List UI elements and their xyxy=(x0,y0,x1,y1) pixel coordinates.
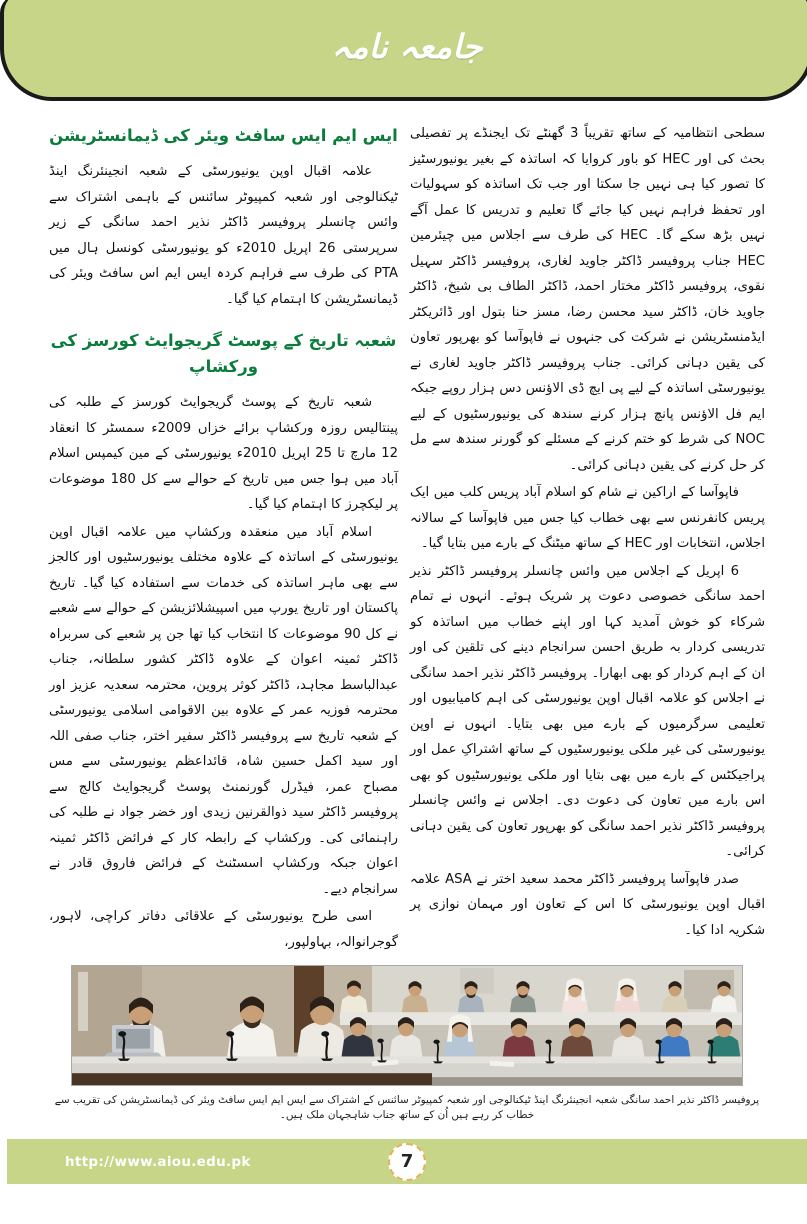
masthead-band xyxy=(0,0,807,101)
footer-band xyxy=(7,1139,807,1184)
article-columns xyxy=(7,101,807,955)
page-number: 7 xyxy=(400,1151,414,1172)
website-url: http://www.aiou.edu.pk xyxy=(65,1153,251,1170)
newsletter-title: جامعہ نامہ xyxy=(331,26,483,66)
group-photo xyxy=(71,965,743,1086)
article-paragraph: 6 اپریل کے اجلاس میں وائس چانسلر پروفیسر ڈاکٹر نذیر احمد سانگی خصوصی دعوت پر شریک ہوئے۔ انہوں نے تمام شرکاء کو خوش آمدید کہا اور اپنے خطاب میں اساتذہ کو تدریسی کردار بہ طریق احسن سرانجام دینے کی تلقین کی اور ان کے اہم کردار کو بھی ابھارا۔ پروفیسر ڈاکٹر نذیر احمد سانگی نے اجلاس کو علامہ اقبال اوپن یونیورسٹی کی اہم کامیابیوں اور تعلیمی سرگرمیوں کے بارے میں بھی بتایا۔ انہوں نے اوپن یونیورسٹی کی غیر ملکی یونیورسٹیوں کے ساتھ اشتراکِ عمل اور پراجیکٹس کے بارے میں بھی بتایا اور ملکی یونیورسٹیوں کو بھی اس بارے میں تعاون کی دعوت دی۔ اجلاس نے وائس چانسلر پروفیسر ڈاکٹر نذیر احمد سانگی کو بھرپور تعاون کی یقین دہانی کرائی۔ xyxy=(410,563,765,859)
article-heading-sms-demo: ایس ایم ایس سافٹ ویئر کی ڈیمانسٹریشن xyxy=(49,126,398,145)
article-paragraph: اسلام آباد میں منعقدہ ورکشاپ میں علامہ اقبال اوپن یونیورسٹی کے اساتذہ کے علاوہ مختلف یونیورسٹیوں اور کالجز سے بھی ماہر اساتذہ کی خدمات سے استفادہ کیا گیا۔ تاریخ پاکستان اور تاریخ یورپ میں اسپیشلائزیشن کے حوالے سے شعبے نے کل 90 موضوعات کا انتخاب کیا تھا جن پر شعبے کی سربراہ ڈاکٹر ثمینہ اعوان کے علاوہ ڈاکٹر کشور سلطانہ، جناب عبدالباسط مجاہد، ڈاکٹر کوثر پروین، محترمہ سعدیہ عزیز اور محترمہ فوزیہ عمر کے علاوہ بین الاقوامی اسلامی یونیورسٹی کے شعبہ تاریخ سے پروفیسر ڈاکٹر سفیر اختر، جناب صفی اللہ اور سید اکمل حسین شاہ، قائداعظم یونیورسٹی سے مس مصباح عمر، فیڈرل گورنمنٹ پوسٹ گریجوایٹ کالج سے پروفیسر ڈاکٹر سید ذوالقرنین زیدی اور خضر جواد نے طلبہ کی راہنمائی کی۔ ورکشاپ کے رابطہ کار کے فرائض ڈاکٹر ثمینہ اعوان جبکہ ورکشاپ اسسٹنٹ کے فرائض فاروق قادر نے سرانجام دیے۔ xyxy=(49,524,399,897)
article-paragraph: صدر فاپوآسا پروفیسر ڈاکٹر محمد سعید اختر نے ASA علامہ اقبال اوپن یونیورسٹی کا اس کے تعاون اور مہمان نوازی پر شکریہ ادا کیا۔ xyxy=(410,871,765,938)
left-column xyxy=(49,121,398,955)
photo-caption: پروفیسر ڈاکٹر نذیر احمد سانگی شعبہ انجینئرنگ اینڈ ٹیکنالوجی اور شعبہ کمپیوٹر سائنس کے اشتراک سے ایس ایم ایس سافٹ ویئر کی ڈیمانسٹریشن کی تقریب سے خطاب کر رہے ہیں اُن کے ساتھ جناب شاہجہان ملک ہیں۔ xyxy=(54,1094,760,1121)
page-number-badge xyxy=(388,1143,426,1181)
article-paragraph: علامہ اقبال اوپن یونیورسٹی کے شعبہ انجینئرنگ اینڈ ٹیکنالوجی اور شعبہ کمپیوٹر سائنس کے باہمی اشتراک سے وائس چانسلر پروفیسر ڈاکٹر نذیر احمد سانگی کے زیر سرپرستی 26 اپریل 2010ء کو یونیورسٹی کونسل ہال میں PTA کی طرف سے فراہم کردہ ایس ایم اس سافٹ ویئر کی ڈیمانسٹریشن کا اہتمام کیا گیا۔ xyxy=(49,164,399,307)
article-paragraph: فاپوآسا کے اراکین نے شام کو اسلام آباد پریس کلب میں ایک پریس کانفرنس سے بھی خطاب کیا جس میں فاپوآسا کے سالانہ اجلاس، انتخابات اور HEC کے ساتھ میٹنگ کے بارے میں بتایا گیا۔ xyxy=(410,485,765,551)
bottom-margin xyxy=(7,1184,807,1219)
article-paragraph: شعبہ تاریخ کے پوسٹ گریجوایٹ کورسز کے طلبہ کی پینتالیس روزہ ورکشاپ برائے خزاں 2009ء سمسٹر کا انعقاد 12 مارچ تا 25 اپریل 2010ء یونیورسٹی کے مین کیمپس اسلام آباد میں ہوا جس میں تاریخ کے حوالے سے کل 180 موضوعات پر لیکچرز کا اہتمام کیا گیا۔ xyxy=(49,395,399,512)
group-photo-illustration xyxy=(72,966,742,1085)
right-column xyxy=(410,121,765,943)
article-heading-history-workshop: شعبہ تاریخ کے پوسٹ گریجوایٹ کورسز کی ورکشاپ xyxy=(50,331,397,376)
article-paragraph: سطحی انتظامیہ کے ساتھ تقریباً 3 گھنٹے تک ایجنڈے پر تفصیلی بحث کی اور HEC کو باور کروایا کہ اساتذہ کے بغیر یونیورسٹیز کا تصور کیا ہی نہیں جا سکتا اور جب تک اساتذہ کو سہولیات اور تحفظ فراہم نہیں کیا جائے گا تعلیم و تدریس کا عمل آگے نہیں بڑھ سکے گا۔ HEC کی طرف سے اجلاس میں چیئرمین HEC جناب پروفیسر ڈاکٹر جاوید لغاری، پروفیسر ڈاکٹر سہیل نقوی، پروفیسر ڈاکٹر مختار احمد، ڈاکٹر الطاف بی شیخ، ڈاکٹر جاوید خان، ڈاکٹر سید محسن رضا، مسز حنا بتول اور ڈائریکٹر ایڈمنسٹریشن نے شرکت کی جنہوں نے فاپوآسا کو بھرپور تعاون کی یقین دہانی کرائی۔ جناب پروفیسر ڈاکٹر جاوید لغاری نے یونیورسٹی اساتذہ کے لیے پی ایچ ڈی الاؤنس دس ہزار روپے جبکہ ایم فل الاؤنس پانچ ہزار کرنے سندھ کی یونیورسٹیوں کے لیے NOC کی شرط کو ختم کرنے کے مسئلے کو گورنر سندھ سے مل کر حل کرنے کی یقین دہانی کرائی۔ xyxy=(410,126,765,473)
article-paragraph: اسی طرح یونیورسٹی کے علاقائی دفاتر کراچی، لاہور، گوجرانوالہ، بہاولپور، xyxy=(49,909,399,950)
